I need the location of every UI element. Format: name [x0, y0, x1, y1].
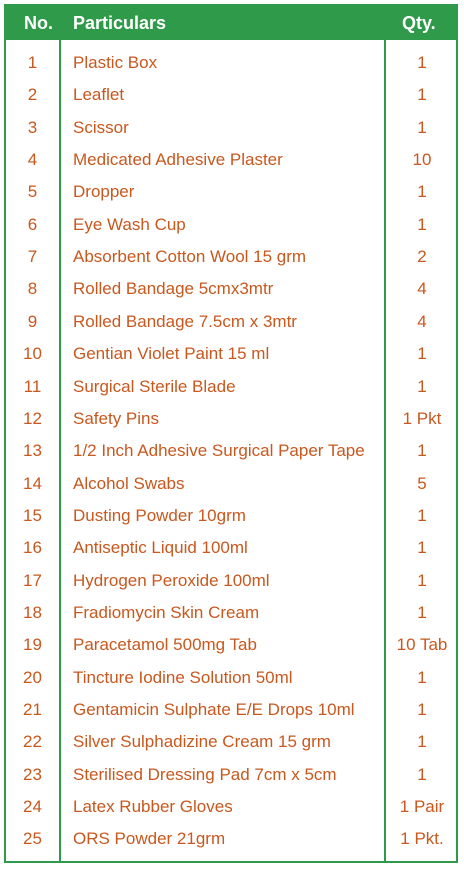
row-particulars: Latex Rubber Gloves — [73, 797, 233, 817]
row-qty: 1 — [417, 602, 427, 622]
table-row — [6, 436, 456, 466]
table-row — [6, 113, 456, 143]
table-row — [6, 792, 456, 822]
row-qty: 4 — [417, 311, 427, 331]
row-no: 21 — [23, 700, 42, 719]
row-qty: 10 Tab — [396, 635, 448, 655]
table-row — [6, 501, 456, 531]
row-qty: 1 — [417, 570, 427, 590]
table-row — [6, 177, 456, 207]
row-no: 12 — [23, 408, 42, 428]
row-particulars: Leaflet — [73, 85, 125, 105]
row-particulars: Rolled Bandage 7.5cm x 3mtr — [73, 311, 297, 331]
row-no: 1 — [27, 53, 38, 72]
table-row — [6, 80, 456, 110]
table-body — [6, 6, 456, 861]
row-particulars: Surgical Sterile Blade — [73, 376, 236, 396]
row-no: 6 — [27, 214, 38, 234]
row-particulars: Fradiomycin Skin Cream — [73, 602, 260, 622]
row-qty: 1 — [417, 505, 427, 525]
row-qty: 1 — [417, 344, 427, 364]
row-particulars: ORS Powder 21grm — [73, 829, 226, 849]
table-row — [6, 372, 456, 402]
row-particulars: Gentian Violet Paint 15 ml — [73, 344, 270, 364]
row-qty: 1 — [417, 764, 427, 784]
row-particulars: Plastic Box — [73, 53, 158, 72]
row-qty: 1 — [417, 85, 427, 105]
row-no: 16 — [23, 538, 42, 558]
row-no: 19 — [23, 635, 42, 655]
row-qty: 10 — [412, 150, 432, 170]
table-row — [6, 469, 456, 499]
row-particulars: Dusting Powder 10grm — [73, 505, 246, 525]
row-particulars: Antiseptic Liquid 100ml — [73, 538, 248, 558]
row-qty: 2 — [417, 247, 427, 267]
row-no: 17 — [23, 570, 42, 590]
table-row — [6, 663, 456, 693]
row-no: 3 — [27, 117, 38, 137]
header-no: No. — [24, 13, 53, 33]
row-no: 8 — [27, 279, 38, 299]
row-particulars: Hydrogen Peroxide 100ml — [73, 570, 270, 590]
row-qty: 4 — [417, 279, 427, 299]
header-qty: Qty. — [402, 13, 436, 33]
table-row — [6, 339, 456, 369]
row-qty: 1 — [417, 117, 427, 137]
row-particulars: Sterilised Dressing Pad 7cm x 5cm — [73, 764, 337, 784]
row-no: 10 — [23, 344, 42, 364]
table-row — [6, 824, 456, 854]
items-table — [4, 4, 458, 863]
table-row — [6, 307, 456, 337]
row-particulars: Safety Pins — [73, 408, 159, 428]
row-particulars: Medicated Adhesive Plaster — [73, 150, 283, 170]
row-qty: 1 — [417, 441, 427, 461]
row-qty: 1 — [417, 667, 427, 687]
row-no: 18 — [23, 602, 42, 622]
row-qty: 1 Pkt. — [400, 829, 444, 849]
table-row — [6, 242, 456, 272]
row-qty: 1 — [417, 732, 427, 752]
row-qty: 1 Pair — [399, 797, 445, 817]
row-qty: 1 — [417, 214, 427, 234]
table-row — [6, 210, 456, 240]
row-no: 15 — [23, 505, 42, 525]
row-no: 24 — [23, 797, 42, 817]
row-no: 7 — [27, 247, 38, 267]
row-no: 14 — [23, 473, 42, 493]
row-no: 13 — [23, 441, 42, 461]
row-qty: 1 Pkt — [402, 408, 442, 428]
row-no: 11 — [23, 376, 42, 396]
table-row — [6, 404, 456, 434]
row-qty: 1 — [417, 538, 427, 558]
table-row — [6, 48, 456, 78]
row-no: 20 — [23, 667, 42, 687]
row-qty: 1 — [417, 53, 427, 72]
table-row — [6, 760, 456, 790]
table-row — [6, 274, 456, 304]
row-particulars: Alcohol Swabs — [73, 473, 185, 493]
row-particulars: Dropper — [73, 182, 135, 202]
row-particulars: Silver Sulphadizine Cream 15 grm — [73, 732, 331, 752]
row-particulars: Rolled Bandage 5cmx3mtr — [73, 279, 274, 299]
row-no: 9 — [27, 311, 38, 331]
row-qty: 1 — [417, 700, 427, 719]
table-row — [6, 145, 456, 175]
row-qty: 5 — [417, 473, 427, 493]
row-no: 23 — [23, 764, 42, 784]
row-particulars: Gentamicin Sulphate E/E Drops 10ml — [73, 700, 355, 719]
table-row — [6, 598, 456, 628]
table-row — [6, 533, 456, 563]
row-qty: 1 — [417, 376, 427, 396]
table-row — [6, 566, 456, 596]
row-no: 2 — [27, 85, 38, 105]
row-no: 22 — [23, 732, 42, 752]
table-row — [6, 695, 456, 725]
row-no: 25 — [23, 829, 42, 849]
row-particulars: Eye Wash Cup — [73, 214, 186, 234]
row-particulars: Scissor — [73, 117, 129, 137]
row-particulars: 1/2 Inch Adhesive Surgical Paper Tape — [73, 441, 365, 461]
header-particulars: Particulars — [73, 13, 167, 33]
row-particulars: Paracetamol 500mg Tab — [73, 635, 257, 655]
row-particulars: Absorbent Cotton Wool 15 grm — [73, 247, 307, 267]
row-no: 4 — [27, 150, 38, 170]
row-no: 5 — [27, 182, 38, 202]
table-row — [6, 727, 456, 757]
row-particulars: Tincture Iodine Solution 50ml — [73, 667, 293, 687]
table-row — [6, 630, 456, 660]
row-qty: 1 — [417, 182, 427, 202]
